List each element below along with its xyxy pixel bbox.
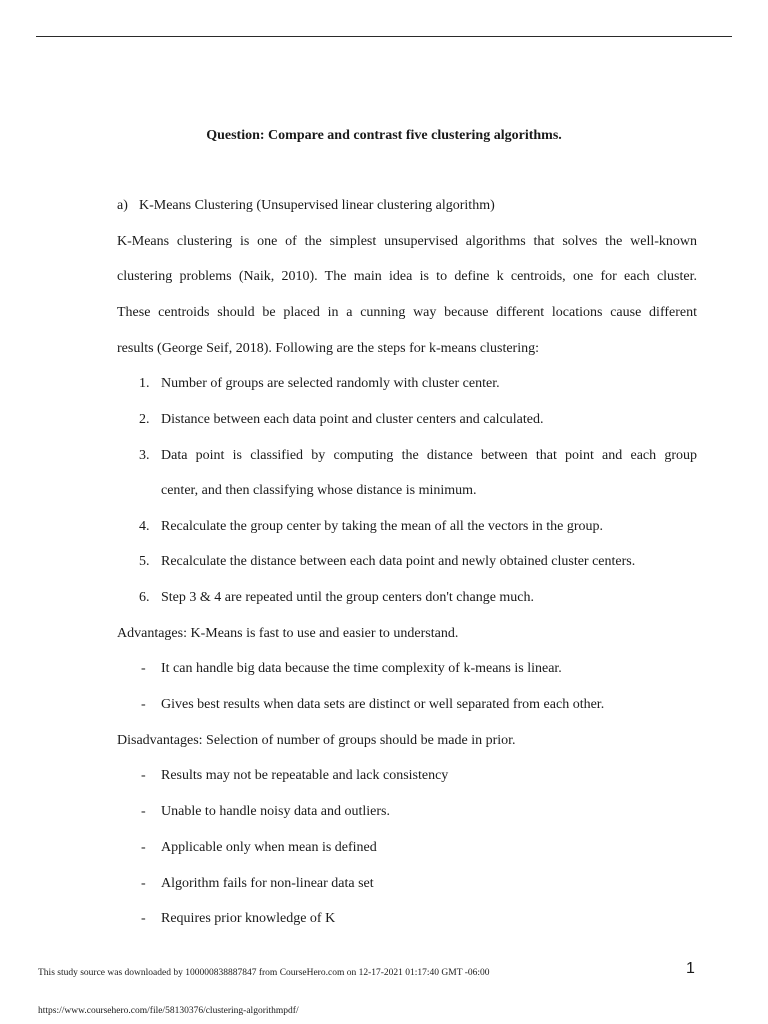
step-number: 3. <box>139 448 150 463</box>
section-marker: a) <box>117 198 128 213</box>
page-title: Question: Compare and contrast five clustering algorithms. <box>206 128 562 143</box>
disadvantage-item: Requires prior knowledge of K <box>161 911 336 926</box>
disadvantages-heading: Disadvantages: Selection of number of groups should be made in prior. <box>117 733 516 748</box>
bullet-marker: - <box>141 876 146 891</box>
step-number: 1. <box>139 376 150 391</box>
step-number: 4. <box>139 519 150 534</box>
step-text: Number of groups are selected randomly with cluster center. <box>161 376 500 391</box>
disadvantage-item: Results may not be repeatable and lack consistency <box>161 768 449 783</box>
step-text: Recalculate the group center by taking the mean of all the vectors in the group. <box>161 519 604 534</box>
bullet-marker: - <box>141 804 146 819</box>
advantage-item: Gives best results when data sets are distinct or well separated from each other. <box>161 697 605 712</box>
advantage-item: It can handle big data because the time complexity of k-means is linear. <box>161 661 562 676</box>
page-number: 1 <box>686 960 695 977</box>
intro-line: These centroids should be placed in a cunning way because different locations cause different <box>117 305 697 320</box>
step-number: 2. <box>139 412 150 427</box>
section-heading: K-Means Clustering (Unsupervised linear clustering algorithm) <box>139 198 495 213</box>
source-url-link[interactable]: https://www.coursehero.com/file/58130376/clustering-algorithmpdf/ <box>38 1006 299 1016</box>
download-notice: This study source was downloaded by 100000838887847 from CourseHero.com on 12-17-2021 01:17:40 GMT -06:00 <box>38 968 490 978</box>
step-text: Data point is classified by computing the distance between that point and each group <box>161 448 697 463</box>
bullet-marker: - <box>141 768 146 783</box>
intro-line: K-Means clustering is one of the simplest unsupervised algorithms that solves the well-known <box>117 234 697 249</box>
disadvantage-item: Algorithm fails for non-linear data set <box>161 876 374 891</box>
disadvantage-item: Applicable only when mean is defined <box>161 840 377 855</box>
step-text: Step 3 & 4 are repeated until the group centers don't change much. <box>161 590 535 605</box>
step-text: center, and then classifying whose distance is minimum. <box>161 483 477 498</box>
intro-line: results (George Seif, 2018). Following are the steps for k-means clustering: <box>117 341 539 356</box>
bullet-marker: - <box>141 840 146 855</box>
step-number: 5. <box>139 554 150 569</box>
bullet-marker: - <box>141 661 146 676</box>
step-text: Recalculate the distance between each data point and newly obtained cluster centers. <box>161 554 636 569</box>
top-rule <box>36 36 732 37</box>
disadvantage-item: Unable to handle noisy data and outliers. <box>161 804 390 819</box>
step-text: Distance between each data point and cluster centers and calculated. <box>161 412 544 427</box>
step-number: 6. <box>139 590 150 605</box>
bullet-marker: - <box>141 911 146 926</box>
intro-line: clustering problems (Naik, 2010). The main idea is to define k centroids, one for each cluster. <box>117 269 697 284</box>
advantages-heading: Advantages: K-Means is fast to use and easier to understand. <box>117 626 459 641</box>
bullet-marker: - <box>141 697 146 712</box>
